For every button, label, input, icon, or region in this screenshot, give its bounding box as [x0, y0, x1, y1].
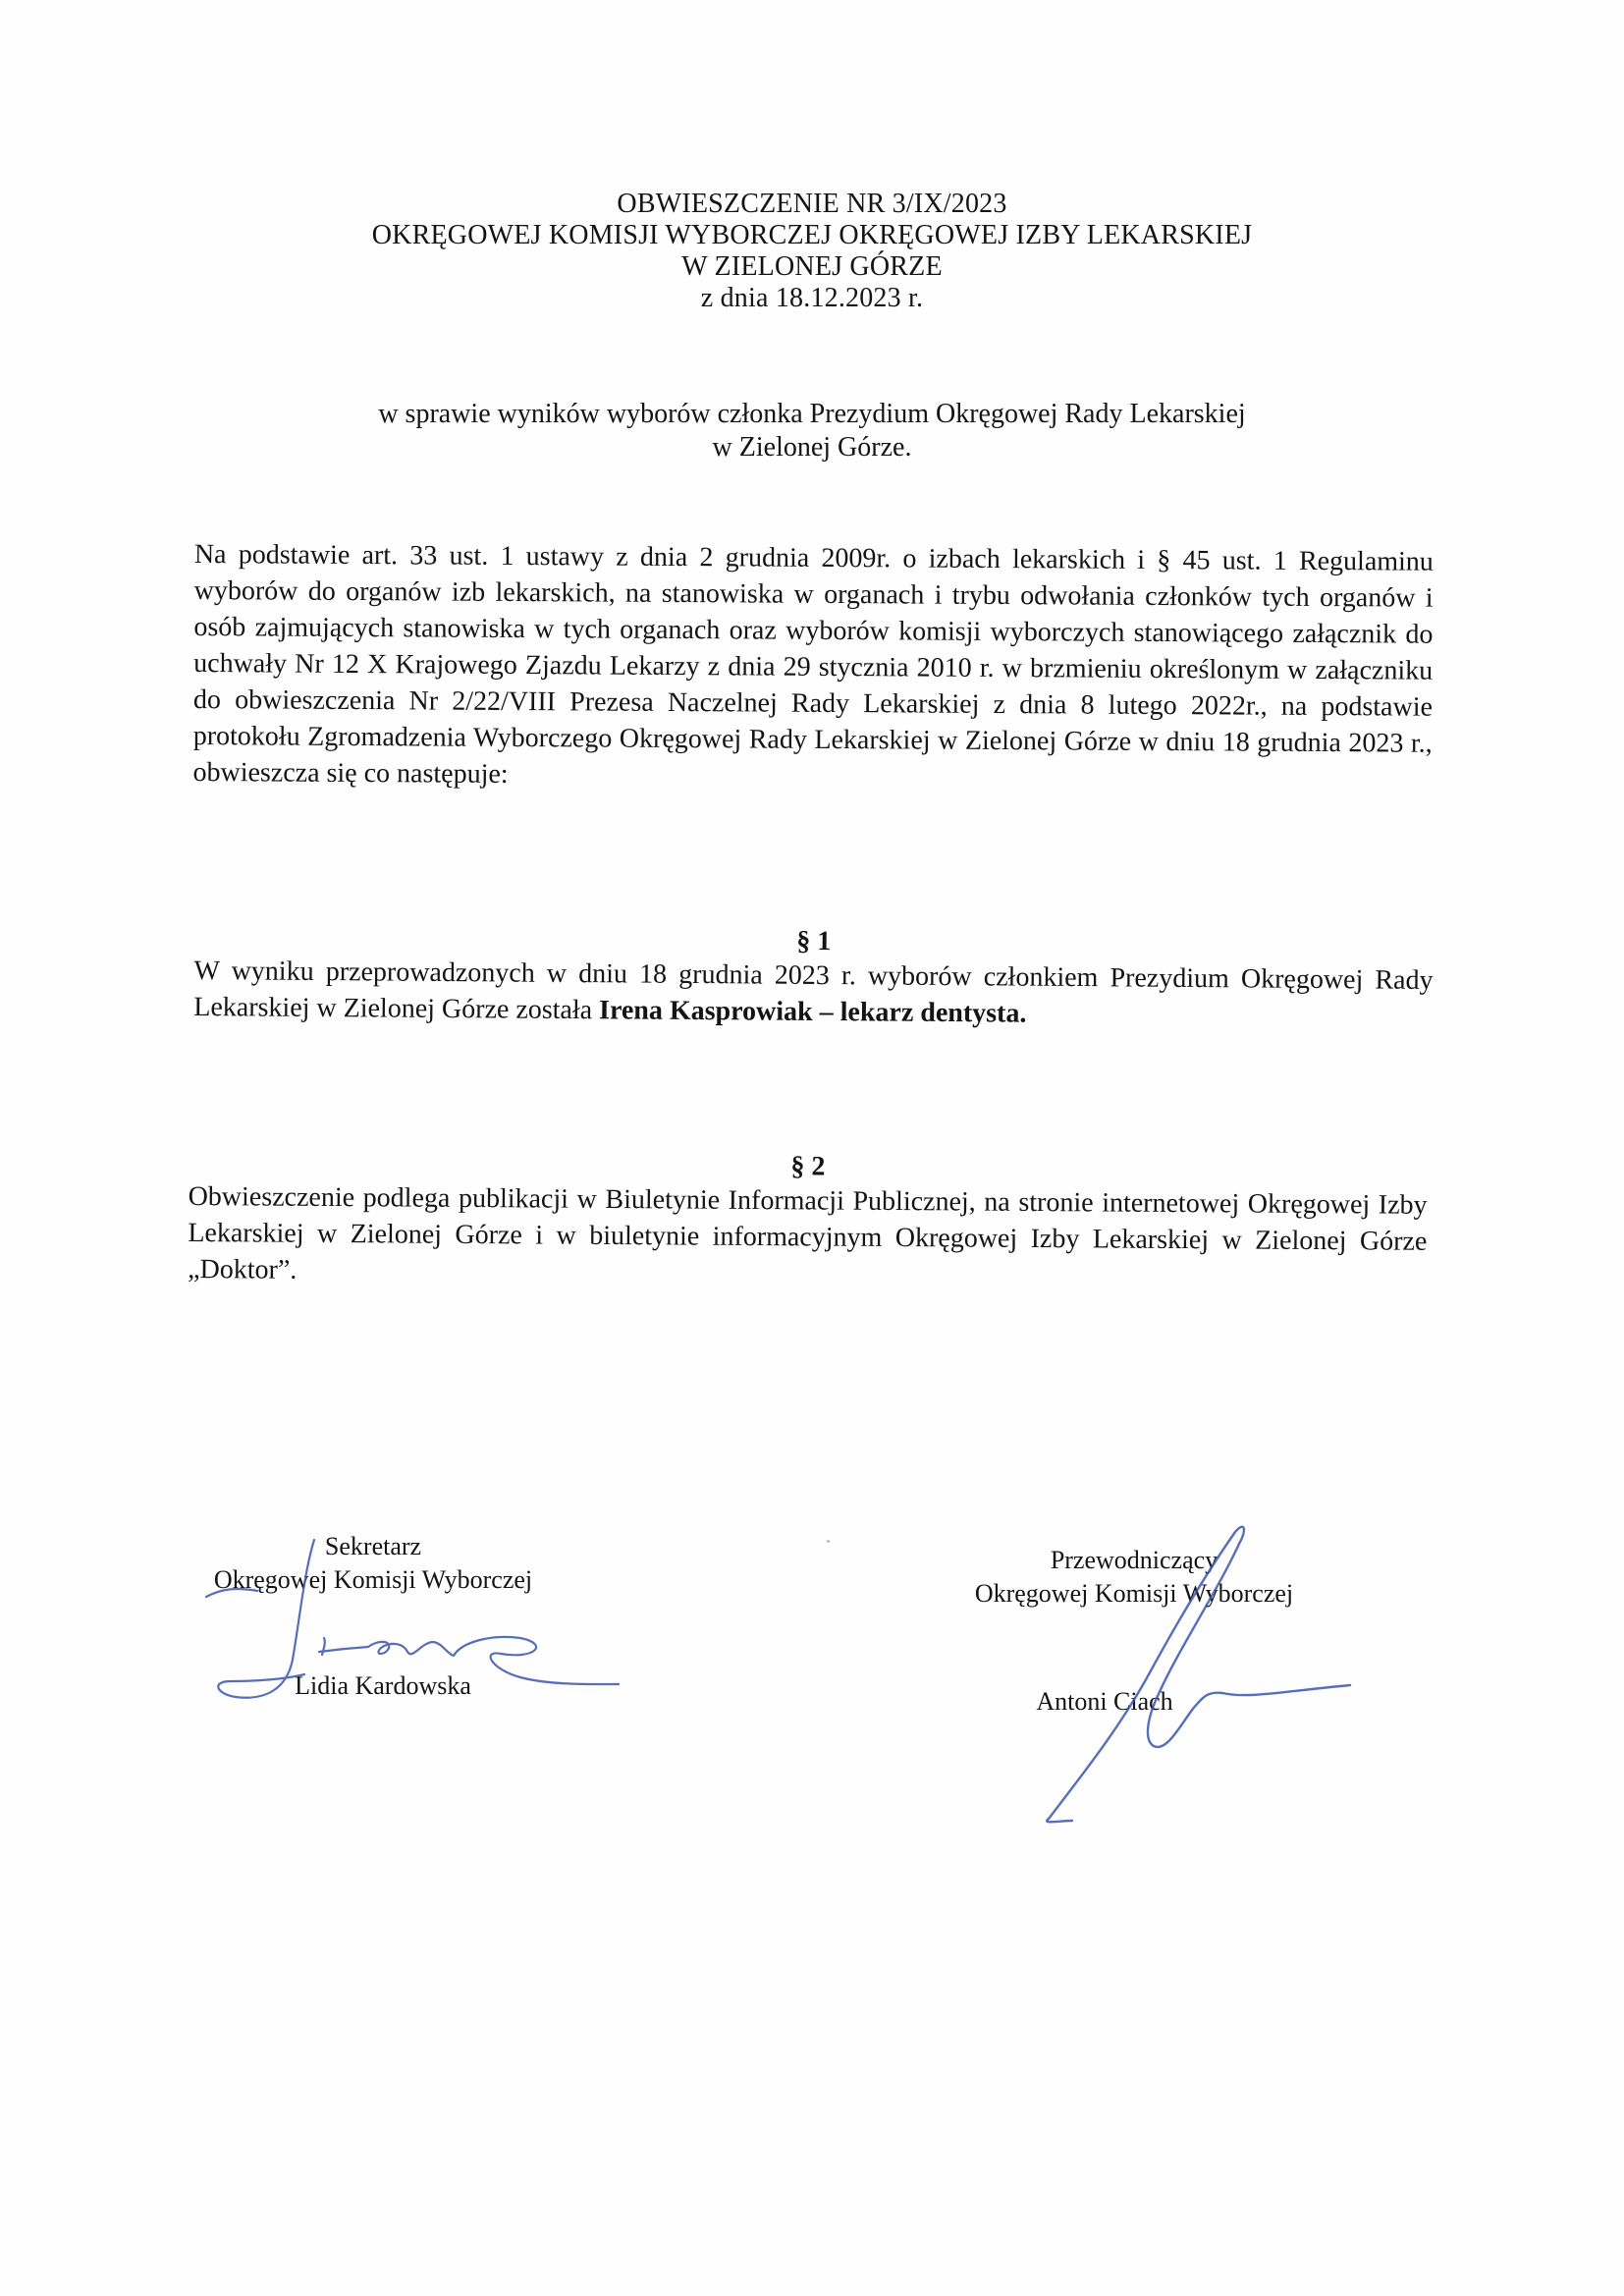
legal-basis-paragraph: Na podstawie art. 33 ust. 1 ustawy z dnia 2 grudnia 2009r. o izbach lekarskich i § 45 ust. 1 Regulaminu wyborów do organów izb lekarskich, na stanowiska w organach i trybu odwołania członków tych organów i osób zajmujących stanowiska w tych organach oraz wyborów komisji wyborczych stanowiącego załącznik do uchwały Nr 12 X Krajowego Zjazdu Lekarzy z dnia 29 stycznia 2010 r. w brzmieniu określonym w załączniku do obwieszczenia Nr 2/22/VIII Prezesa Naczelnej Rady Lekarskiej z dnia 8 lutego 2022r., na podstawie protokołu Zgromadzenia Wyborczego Okręgowej Rady Lekarskiej w Zielonej Górze w dniu 18 grudnia 2023 r., obwieszcza się co następuje:: [192, 538, 1434, 790]
issuing-location: W ZIELONEJ GÓRZE: [681, 251, 943, 282]
document-subject: [0, 398, 1624, 465]
section-2-mark: § 2: [790, 1151, 826, 1182]
chairman-body: Okręgowej Komisji Wyborczej: [974, 1579, 1294, 1608]
announcement-number: OBWIESZCZENIE NR 3/IX/2023: [617, 189, 1007, 219]
document-header: [0, 189, 1624, 314]
section-1: [193, 921, 1434, 1035]
section-1-mark: § 1: [796, 925, 832, 957]
section-2: [188, 1147, 1428, 1296]
chairman-role: Przewodniczący: [1050, 1546, 1218, 1574]
section-1-body: W wyniku przeprowadzonych w dniu 18 grudnia 2023 r. wyborów członkiem Prezydium Okręgowej Rady Lekarskiej w Zielonej Górze została: [193, 955, 1434, 1026]
announcement-date: z dnia 18.12.2023 r.: [700, 283, 924, 313]
signature-block-secretary: [177, 1530, 569, 1703]
scan-artifact: [827, 1540, 830, 1543]
issuing-body: OKRĘGOWEJ KOMISJI WYBORCZEJ OKRĘGOWEJ IZBY LEKARSKIEJ: [371, 220, 1253, 250]
section-1-text: [193, 953, 1434, 1035]
secretary-body: Okręgowej Komisji Wyborczej: [213, 1565, 533, 1594]
subject-line-1: w sprawie wyników wyborów członka Prezydium Okręgowej Rady Lekarskiej: [378, 399, 1246, 429]
subject-line-2: w Zielonej Górze.: [712, 432, 912, 463]
secretary-name: Lidia Kardowska: [295, 1671, 471, 1700]
signature-block-chairman: [943, 1544, 1326, 1719]
elected-member: Irena Kasprowiak – lekarz dentysta.: [599, 995, 1027, 1029]
secretary-role: Sekretarz: [324, 1532, 422, 1560]
chairman-name: Antoni Ciach: [1036, 1687, 1173, 1716]
section-2-text: Obwieszczenie podlega publikacji w Biuletynie Informacji Publicznej, na stronie internetowej Okręgowej Izby Lekarskiej w Zielonej Górze i w biuletynie informacyjnym Okręgowej Izby Lekarskiej w Zielonej Górze „Doktor”.: [188, 1180, 1428, 1285]
